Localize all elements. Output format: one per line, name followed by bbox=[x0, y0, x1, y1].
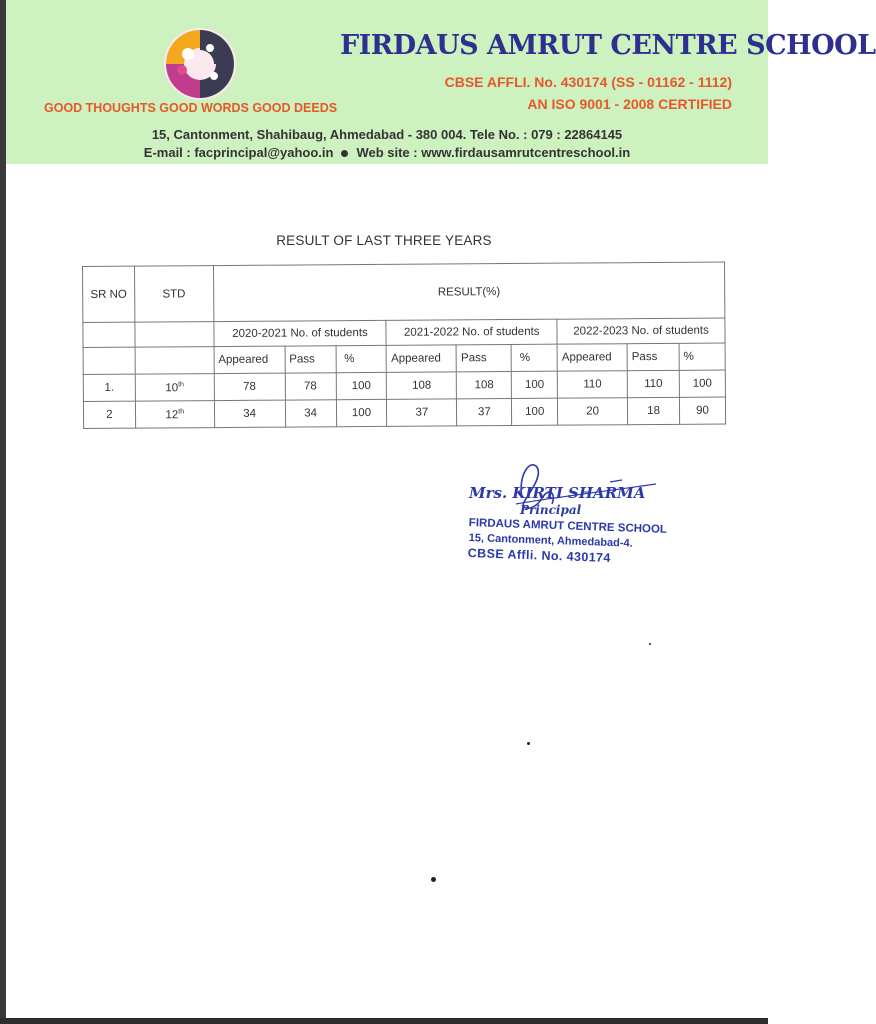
std-suffix: th bbox=[178, 407, 185, 415]
std-suffix: th bbox=[178, 380, 184, 388]
std-cell bbox=[135, 401, 214, 429]
value-cell: 78 bbox=[214, 373, 285, 400]
value-cell: 110 bbox=[627, 370, 679, 397]
table-row bbox=[83, 397, 725, 428]
pass-header: Pass bbox=[627, 343, 679, 370]
std-header: STD bbox=[134, 266, 213, 323]
value-cell: 18 bbox=[628, 397, 680, 424]
std-value: 12 bbox=[165, 408, 179, 421]
stamp-address: 15, Cantonment, Ahmedabad-4. bbox=[468, 532, 633, 550]
scan-bottom-edge bbox=[0, 1018, 768, 1024]
letterhead bbox=[6, 0, 876, 164]
table-header-row bbox=[83, 262, 725, 322]
appeared-header: Appeared bbox=[386, 345, 456, 372]
value-cell: 34 bbox=[214, 400, 285, 427]
empty-cell bbox=[83, 347, 135, 374]
school-motto: GOOD THOUGHTS GOOD WORDS GOOD DEEDS bbox=[44, 101, 338, 115]
percent-header: % bbox=[679, 343, 725, 370]
value-cell: 78 bbox=[285, 373, 336, 400]
appeared-header: Appeared bbox=[557, 344, 627, 371]
sr-no-cell: 1. bbox=[83, 374, 135, 401]
pass-header: Pass bbox=[456, 345, 511, 372]
appeared-header: Appeared bbox=[214, 346, 285, 373]
year-header: 2021-2022 No. of students bbox=[386, 319, 557, 345]
value-cell: 20 bbox=[558, 398, 628, 425]
std-value: 10 bbox=[165, 381, 179, 394]
value-cell: 34 bbox=[285, 400, 336, 427]
year-header: 2020-2021 No. of students bbox=[214, 320, 387, 346]
sr-no-cell: 2 bbox=[83, 401, 135, 428]
std-cell bbox=[135, 374, 214, 402]
website-text: Web site : www.firdausamrutcentreschool.in bbox=[356, 145, 631, 160]
empty-cell bbox=[135, 347, 214, 375]
value-cell: 100 bbox=[512, 398, 558, 425]
value-cell: 100 bbox=[511, 371, 557, 398]
scan-speck bbox=[649, 643, 651, 645]
year-header: 2022-2023 No. of students bbox=[557, 318, 725, 344]
value-cell: 37 bbox=[457, 399, 512, 426]
stamp-affiliation: CBSE Affli. No. 430174 bbox=[467, 546, 612, 565]
value-cell: 108 bbox=[387, 372, 457, 399]
result-header: RESULT(%) bbox=[213, 262, 725, 322]
empty-cell bbox=[135, 322, 214, 348]
affiliation-number: CBSE AFFLI. No. 430174 (SS - 01162 - 1112) bbox=[444, 74, 732, 90]
percent-header: % bbox=[511, 344, 557, 371]
email-text: E-mail : facprincipal@yahoo.in bbox=[143, 145, 334, 160]
value-cell: 100 bbox=[679, 370, 725, 397]
school-logo-icon bbox=[156, 24, 240, 104]
empty-cell bbox=[83, 322, 135, 347]
iso-certification: AN ISO 9001 - 2008 CERTIFIED bbox=[527, 96, 732, 112]
value-cell: 110 bbox=[557, 371, 627, 398]
value-cell: 90 bbox=[679, 397, 725, 424]
school-name: FIRDAUS AMRUT CENTRE SCHOOL bbox=[340, 30, 876, 61]
bullet-icon bbox=[341, 150, 348, 157]
value-cell: 37 bbox=[387, 399, 457, 426]
sr-no-header: SR NO bbox=[83, 266, 135, 322]
value-cell: 100 bbox=[336, 399, 387, 426]
principal-designation: Principal bbox=[520, 503, 582, 517]
value-cell: 108 bbox=[457, 372, 512, 399]
contact-line bbox=[6, 145, 768, 160]
pass-header: Pass bbox=[285, 346, 336, 373]
scan-speck bbox=[431, 877, 436, 882]
document-title: RESULT OF LAST THREE YEARS bbox=[276, 233, 492, 248]
principal-name: Mrs. KIRTI SHARMA bbox=[469, 484, 646, 502]
scan-speck bbox=[527, 742, 530, 745]
results-table bbox=[82, 262, 726, 429]
stamp-school-name: FIRDAUS AMRUT CENTRE SCHOOL bbox=[468, 517, 668, 536]
school-address: 15, Cantonment, Shahibaug, Ahmedabad - 380 004. Tele No. : 079 : 22864145 bbox=[151, 127, 623, 142]
value-cell: 100 bbox=[336, 372, 387, 399]
percent-header: % bbox=[336, 345, 387, 372]
